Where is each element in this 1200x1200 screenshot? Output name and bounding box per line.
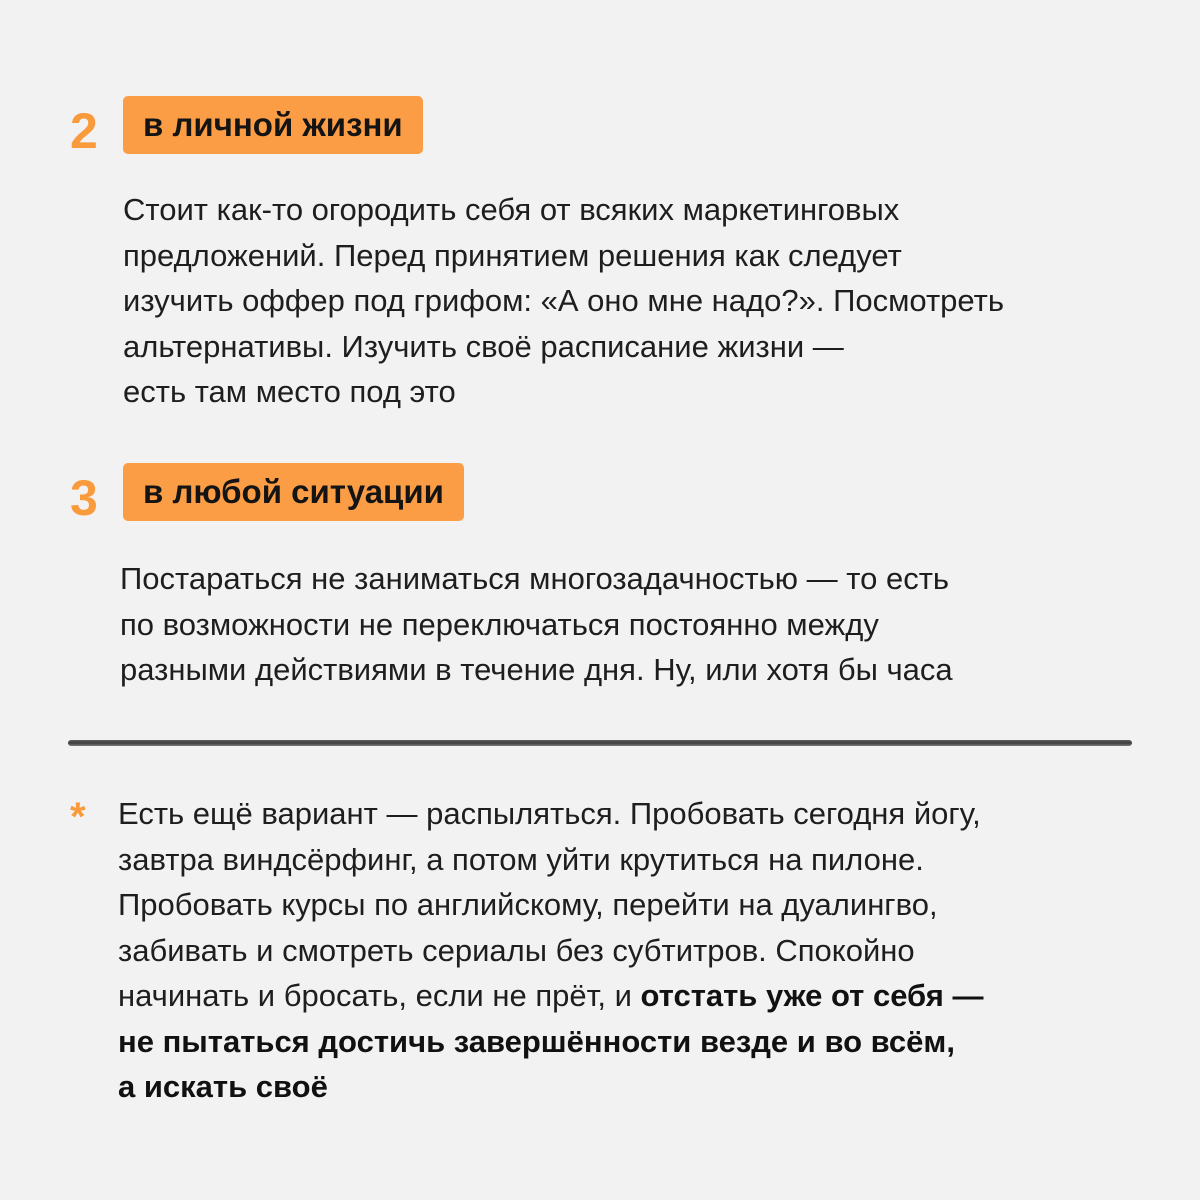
paragraph-line: изучить оффер под грифом: «А оно мне надо?». Посмотреть [123,283,1004,318]
section-number: 3 [70,470,98,526]
note-line: забивать и смотреть сериалы без субтитров. Спокойно [118,932,915,968]
note-text-regular: начинать и бросать, если не прёт, и [118,978,641,1013]
note-line [118,973,983,1019]
section-paragraph [123,187,1004,415]
asterisk-icon: * [70,795,86,839]
note-line [118,1019,983,1065]
note-paragraph [118,791,983,1110]
section-tag: в личной жизни [123,96,423,154]
note-line: завтра виндсёрфинг, а потом уйти крутиться на пилоне. [118,841,924,877]
divider [68,740,1132,746]
paragraph-line: разными действиями в течение дня. Ну, или хотя бы часа [120,652,953,687]
paragraph-line: Постараться не заниматься многозадачностью — то есть [120,561,950,596]
paragraph-line: альтернативы. Изучить своё расписание жизни — [123,328,844,364]
note-line: Есть ещё вариант — распыляться. Пробовать сегодня йогу, [118,796,981,831]
paragraph-line: предложений. Перед принятием решения как следует [123,237,902,273]
section-paragraph [120,556,953,693]
section-tag: в любой ситуации [123,463,464,521]
note-line: Пробовать курсы по английскому, перейти на дуалингво, [118,887,938,922]
paragraph-line: есть там место под это [123,374,456,409]
section-number: 2 [70,103,98,159]
paragraph-line: по возможности не переключаться постоянно между [120,606,879,642]
note-text-bold: отстать уже от себя — [640,978,984,1013]
note-text-bold: не пытаться достичь завершённости везде и во всём, [118,1023,955,1059]
paragraph-line: Стоит как-то огородить себя от всяких маркетинговых [123,192,900,227]
note-text-bold: а искать своё [118,1069,328,1104]
note-line [118,1064,983,1110]
